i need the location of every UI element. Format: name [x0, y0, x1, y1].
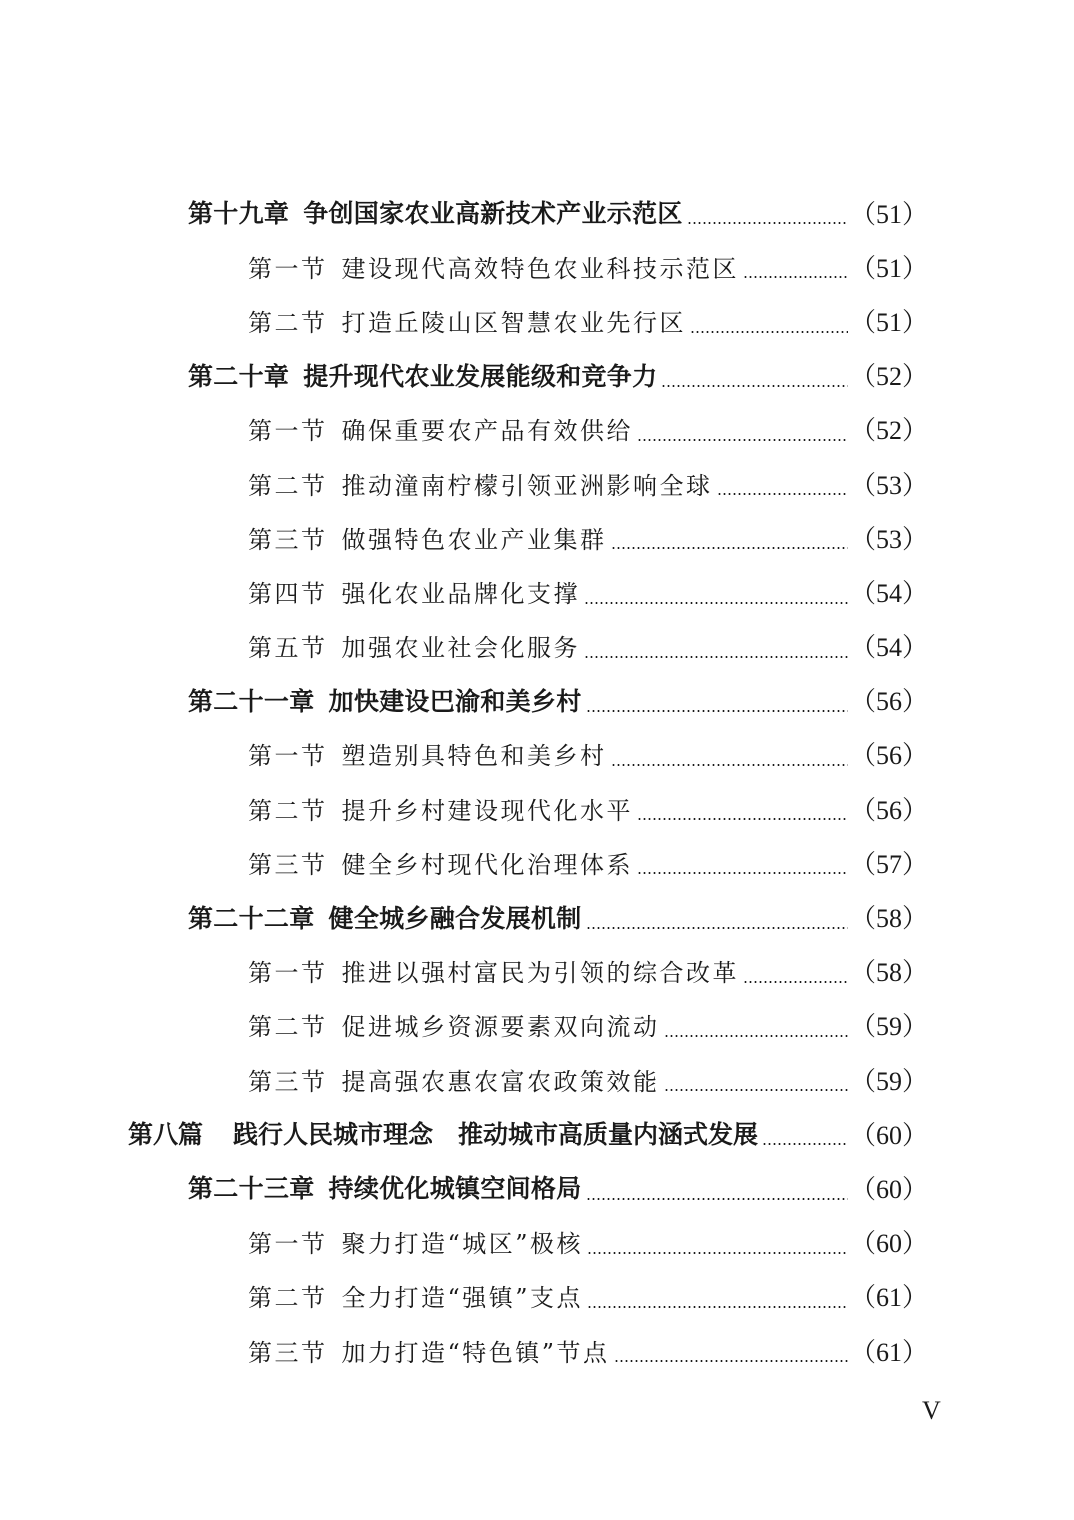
- toc-text: 践行人民城市理念 推动城市高质量内涵式发展: [233, 1120, 759, 1150]
- toc-text: 促进城乡资源要素双向流动: [341, 1013, 660, 1042]
- dot-leader: [611, 764, 849, 766]
- toc-entry-section[interactable]: [0, 1215, 1074, 1269]
- toc-page-number: （51）: [849, 253, 928, 283]
- toc-entry-chapter-23[interactable]: [0, 1160, 1074, 1214]
- toc-entry-chapter-20[interactable]: [0, 348, 1074, 402]
- toc-number: 第十九章: [188, 199, 290, 229]
- dot-leader: [611, 547, 849, 549]
- toc-page-number: （59）: [849, 1066, 928, 1096]
- toc-number: 第二节: [248, 471, 328, 500]
- toc-page-number: （52）: [849, 362, 928, 392]
- toc-page-number: （53）: [849, 470, 928, 500]
- toc-number: 第三节: [248, 1338, 328, 1367]
- toc-number: 第二十一章: [188, 686, 315, 716]
- dot-leader: [762, 1143, 848, 1145]
- toc-page-number: （51）: [849, 199, 928, 229]
- toc-entry-section[interactable]: [0, 944, 1074, 998]
- toc-entry-section[interactable]: [0, 402, 1074, 456]
- toc-number: 第二十二章: [188, 903, 315, 933]
- toc-title: [248, 1007, 660, 1042]
- dot-leader: [586, 710, 848, 712]
- dot-leader: [586, 927, 848, 929]
- toc-page-number: （56）: [849, 687, 928, 717]
- toc-text: 建设现代高效特色农业科技示范区: [341, 254, 739, 283]
- toc-text: 确保重要农产品有效供给: [341, 417, 633, 446]
- toc-entry-section[interactable]: [0, 564, 1074, 618]
- toc-number: 第二节: [248, 1013, 328, 1042]
- toc-number: 第二节: [248, 308, 328, 337]
- toc-title: [248, 1333, 610, 1368]
- toc-title: [248, 953, 739, 988]
- toc-page-number: （61）: [849, 1337, 928, 1367]
- toc-title: [248, 574, 580, 609]
- toc-page-number: （61）: [849, 1283, 928, 1313]
- toc-title: [248, 249, 739, 284]
- toc-text: 健全城乡融合发展机制: [328, 903, 582, 933]
- toc-text: 打造丘陵山区智慧农业先行区: [341, 308, 686, 337]
- dot-leader: [637, 818, 848, 820]
- toc-entry-section[interactable]: [0, 835, 1074, 889]
- toc-page-number: （53）: [849, 524, 928, 554]
- toc-title: [188, 899, 582, 935]
- toc-entry-section[interactable]: [0, 239, 1074, 293]
- table-of-contents: [0, 185, 1074, 1377]
- toc-title: [248, 791, 633, 826]
- toc-number: 第一节: [248, 959, 328, 988]
- toc-title: [248, 411, 633, 446]
- toc-title: [248, 736, 607, 771]
- toc-title: [188, 682, 582, 718]
- toc-number: 第三节: [248, 525, 328, 554]
- toc-text: 加强农业社会化服务: [341, 634, 580, 663]
- toc-text: 加力打造“特色镇”节点: [341, 1338, 610, 1367]
- toc-number: 第三节: [248, 850, 328, 879]
- toc-text: 提升乡村建设现代化水平: [341, 796, 633, 825]
- toc-page-number: （54）: [849, 633, 928, 663]
- toc-number: 第二节: [248, 796, 328, 825]
- dot-leader: [584, 656, 848, 658]
- dot-leader: [743, 981, 848, 983]
- toc-number: 第二十三章: [188, 1174, 315, 1204]
- toc-title: [248, 1224, 583, 1259]
- toc-number: 第三节: [248, 1067, 328, 1096]
- toc-text: 提高强农惠农富农政策效能: [341, 1067, 660, 1096]
- toc-entry-chapter-21[interactable]: [0, 673, 1074, 727]
- toc-entry-section[interactable]: [0, 1052, 1074, 1106]
- toc-entry-section[interactable]: [0, 1269, 1074, 1323]
- toc-entry-section[interactable]: [0, 510, 1074, 564]
- toc-number: 第四节: [248, 579, 328, 608]
- dot-leader: [587, 1306, 848, 1308]
- toc-title: [248, 1062, 660, 1097]
- toc-page-number: （58）: [849, 904, 928, 934]
- toc-number: 第五节: [248, 634, 328, 663]
- toc-page-number: （58）: [849, 958, 928, 988]
- toc-text: 推动潼南柠檬引领亚洲影响全球: [341, 471, 713, 500]
- toc-title: [248, 466, 713, 501]
- toc-entry-section[interactable]: [0, 781, 1074, 835]
- toc-title: [248, 303, 686, 338]
- toc-page-number: （57）: [849, 849, 928, 879]
- toc-number: 第一节: [248, 1230, 328, 1259]
- toc-title: [248, 520, 607, 555]
- dot-leader: [687, 222, 848, 224]
- dot-leader: [637, 872, 848, 874]
- toc-page-number: （51）: [849, 307, 928, 337]
- toc-text: 健全乡村现代化治理体系: [341, 850, 633, 879]
- toc-page-number: （56）: [849, 795, 928, 825]
- toc-entry-section[interactable]: [0, 456, 1074, 510]
- dot-leader: [614, 1360, 848, 1362]
- toc-page-number: （60）: [849, 1120, 928, 1150]
- toc-entry-section[interactable]: [0, 293, 1074, 347]
- toc-title: [188, 194, 683, 230]
- dot-leader: [587, 1252, 848, 1254]
- toc-entry-section[interactable]: [0, 727, 1074, 781]
- toc-page-number: （54）: [849, 578, 928, 608]
- toc-number: 第二十章: [188, 361, 290, 391]
- toc-entry-section[interactable]: [0, 1323, 1074, 1377]
- toc-text: 持续优化城镇空间格局: [328, 1174, 582, 1204]
- toc-title: [188, 1169, 582, 1205]
- toc-text: 塑造别具特色和美乡村: [341, 742, 607, 771]
- dot-leader: [743, 276, 848, 278]
- toc-page-number: （60）: [849, 1229, 928, 1259]
- toc-number: 第八篇: [128, 1120, 204, 1150]
- toc-entry-section[interactable]: [0, 619, 1074, 673]
- dot-leader: [717, 493, 849, 495]
- toc-number: 第一节: [248, 742, 328, 771]
- toc-title: [128, 1115, 758, 1151]
- dot-leader: [586, 1198, 848, 1200]
- dot-leader: [637, 439, 848, 441]
- toc-title: [248, 628, 580, 663]
- toc-text: 争创国家农业高新技术产业示范区: [303, 199, 683, 229]
- dot-leader: [661, 385, 848, 387]
- toc-page-number: （60）: [849, 1174, 928, 1204]
- dot-leader: [664, 1035, 849, 1037]
- toc-text: 强化农业品牌化支撑: [341, 579, 580, 608]
- toc-title: [188, 357, 657, 393]
- toc-page-number: （52）: [849, 416, 928, 446]
- toc-number: 第一节: [248, 254, 328, 283]
- toc-page-number: （56）: [849, 741, 928, 771]
- toc-entry-section[interactable]: [0, 998, 1074, 1052]
- toc-entry-chapter-22[interactable]: [0, 889, 1074, 943]
- toc-title: [248, 845, 633, 880]
- dot-leader: [690, 331, 848, 333]
- toc-text: 做强特色农业产业集群: [341, 525, 607, 554]
- toc-number: 第一节: [248, 417, 328, 446]
- toc-entry-chapter-19[interactable]: [0, 185, 1074, 239]
- toc-title: [248, 1278, 583, 1313]
- dot-leader: [584, 602, 848, 604]
- toc-text: 全力打造“强镇”支点: [341, 1284, 584, 1313]
- toc-text: 推进以强村富民为引领的综合改革: [341, 959, 739, 988]
- toc-number: 第二节: [248, 1284, 328, 1313]
- toc-entry-part-8[interactable]: [0, 1106, 1074, 1160]
- dot-leader: [664, 1089, 849, 1091]
- toc-text: 提升现代农业发展能级和竞争力: [303, 361, 658, 391]
- toc-text: 加快建设巴渝和美乡村: [328, 686, 582, 716]
- toc-text: 聚力打造“城区”极核: [341, 1230, 584, 1259]
- toc-page-number: （59）: [849, 1012, 928, 1042]
- page-folio-number: V: [922, 1396, 941, 1425]
